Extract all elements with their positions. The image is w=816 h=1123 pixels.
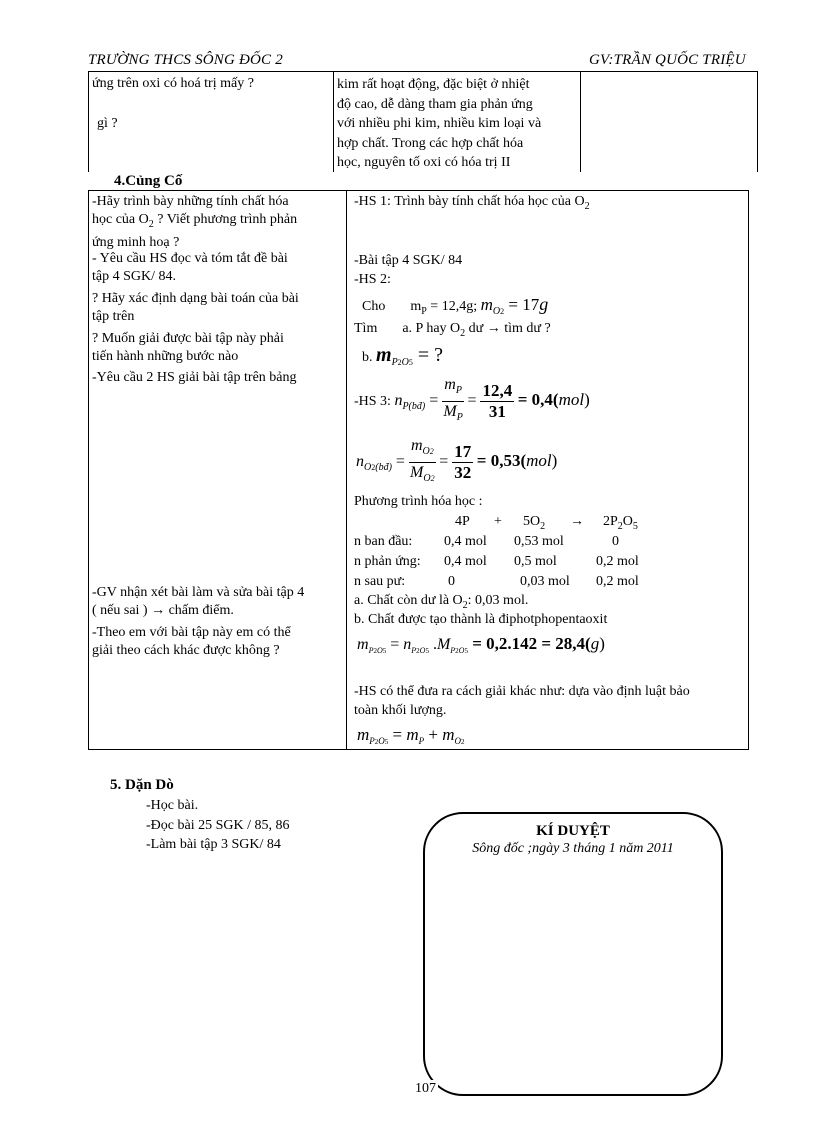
denominator <box>409 463 436 489</box>
dot: . <box>428 636 437 653</box>
M-sub: 2 <box>455 646 459 655</box>
result-value: = 0,4( <box>517 390 559 409</box>
given-m: m <box>480 295 493 314</box>
instruction-board: -Yêu cầu 2 HS giải bài tập trên bảng <box>92 370 297 385</box>
question-properties <box>92 193 340 252</box>
question-steps <box>92 330 284 366</box>
numerator: 17 <box>454 442 472 462</box>
main-table-divider <box>346 190 347 750</box>
equation-title: Phương trình hóa học : <box>354 494 483 509</box>
eq-sign: = <box>439 453 453 470</box>
q6-text: chấm điểm. <box>165 603 234 618</box>
find-b-sub: 5 <box>408 357 413 367</box>
m-sub: 2 <box>373 646 377 655</box>
q3-line: ? Hãy xác định dạng bài toán của bài <box>92 291 299 306</box>
n-sub: 5 <box>425 646 429 655</box>
fraction-values <box>480 381 514 422</box>
n-sub: O <box>419 645 426 655</box>
m-sub: P <box>369 735 375 746</box>
m-sub: O <box>378 735 385 746</box>
row-value: 0,03 mol <box>520 574 570 589</box>
top-left-line2: gì ? <box>97 116 118 131</box>
row-value: 0,53 mol <box>514 534 564 549</box>
q7-line: -Theo em với bài tập này em có thể <box>92 625 291 640</box>
row-label: n ban đầu: <box>354 534 413 549</box>
top-table-border-mid2 <box>580 72 581 172</box>
denominator: 32 <box>454 463 472 483</box>
find-b-m: m <box>376 344 392 366</box>
header-rule <box>88 71 758 72</box>
homework-list <box>146 796 290 855</box>
section4-title: 4.Củng Cố <box>114 173 183 189</box>
find-b-label: b. <box>362 350 376 365</box>
arrow-icon: → <box>486 321 501 336</box>
conservation-formula <box>357 722 465 755</box>
formula-text: O <box>622 514 633 529</box>
eq-sign: = <box>391 453 409 470</box>
school-name: TRƯỜNG THCS SÔNG ĐỐC 2 <box>88 52 283 68</box>
homework-item: -Học bài. <box>146 798 199 813</box>
given-label: Cho <box>362 299 386 314</box>
answer-b: b. Chất được tạo thành là điphotphopentaoxit <box>354 612 608 627</box>
question-read <box>92 250 288 286</box>
find-b-sub: P <box>391 356 398 368</box>
M-sub: 5 <box>464 646 468 655</box>
row-label: n sau pư: <box>354 574 406 589</box>
q6-text: ( nếu sai ) <box>92 603 152 618</box>
eq-sign: = <box>388 725 407 744</box>
find-text: dư <box>465 321 487 336</box>
q2-line: tập 4 SGK/ 84. <box>92 269 176 284</box>
M-symbol: M <box>436 636 451 653</box>
n-sub: P <box>411 645 417 655</box>
formula-sub: 5 <box>632 520 638 532</box>
m-sub: 5 <box>382 646 387 655</box>
mass-calculation: $m_{P2O5} = n_{P2O5}$ $.M_{P2O5} = 0,2.142 = 28,4(g)$ <box>357 634 605 655</box>
q2-line: - Yêu cầu HS đọc và tóm tắt đề bài <box>92 251 288 266</box>
unit: mol <box>558 390 585 409</box>
paren: ) <box>584 390 590 409</box>
top-middle-text <box>337 75 541 173</box>
q1-text: học của O <box>92 212 149 227</box>
q7-line: giải theo cách khác được không ? <box>92 643 280 658</box>
fraction-m-over-M <box>442 375 464 428</box>
eq-sign: = <box>386 636 404 653</box>
M-sub: O <box>423 473 431 485</box>
find-line <box>354 320 551 343</box>
M-symbol: M <box>443 403 457 421</box>
row-value: 0,5 mol <box>514 554 557 569</box>
find-b <box>362 342 443 376</box>
q1-line <box>92 211 340 234</box>
q1-text: ? Viết phương trình phản <box>153 212 298 227</box>
arrow-icon: → <box>570 514 584 529</box>
row-value: 0,4 mol <box>444 534 487 549</box>
plus-sign: + <box>424 725 443 744</box>
section5-title: 5. Dặn Dò <box>110 777 174 793</box>
alternative-line1: -HS có thể đưa ra cách giải khác như: dựa vào định luật bảo <box>354 684 690 699</box>
question-alternative <box>92 624 291 660</box>
denominator <box>442 402 464 428</box>
q4-line: tiến hành những bước nào <box>92 349 239 364</box>
row-value: 0,2 mol <box>596 574 639 589</box>
M-sub: O <box>458 645 465 655</box>
homework-item: -Đọc bài 25 SGK / 85, 86 <box>146 817 290 833</box>
M-sub: P <box>456 412 463 424</box>
no2-formula <box>356 436 557 486</box>
given-mp: m <box>410 299 422 314</box>
m-sub: O <box>376 645 383 655</box>
m-sub: O <box>422 446 430 458</box>
find-text: tìm dư ? <box>500 321 551 336</box>
M-sub: P <box>450 645 456 655</box>
top-middle-line: hợp chất. Trong các hợp chất hóa <box>337 135 524 151</box>
product-p2o5 <box>603 513 638 536</box>
hs1-answer <box>354 193 590 216</box>
numerator: 12,4 <box>482 381 513 401</box>
top-middle-line: độ cao, dễ dàng tham gia phản ứng <box>337 96 533 112</box>
q6-line <box>92 602 304 620</box>
answer-a-text: a. Chất còn dư là O <box>354 593 463 608</box>
find-b-sub: O <box>401 356 409 368</box>
find-sub: 2 <box>460 327 466 339</box>
row-value: 0 <box>612 534 619 549</box>
n-sub: O <box>364 461 372 473</box>
M-sub: 2 <box>430 474 435 484</box>
numerator <box>442 375 464 402</box>
top-table-border-mid1 <box>333 72 334 172</box>
hs1-text: -HS 1: Trình bày tính chất hóa học của O <box>354 194 585 209</box>
formula-sub: 2 <box>540 520 546 532</box>
fraction-values <box>452 442 473 483</box>
unit: mol <box>526 451 552 470</box>
given-sub: O <box>492 305 501 317</box>
m-symbol: m <box>444 376 456 394</box>
given-value: = 12,4g; <box>426 299 481 314</box>
given-value: = 17 <box>504 295 540 314</box>
eq-sign: = <box>467 392 481 409</box>
given-sub: P <box>421 305 427 317</box>
n-symbol: n <box>356 453 364 470</box>
q1-line: ứng minh hoạ ? <box>92 234 180 250</box>
n-sub: P(bđ) <box>402 400 426 412</box>
m-symbol: m <box>410 437 423 455</box>
top-middle-line: kim rất hoạt động, đặc biệt ở nhiệt <box>337 77 530 92</box>
result-value: = 0,2.142 = 28,4( <box>467 634 591 653</box>
approval-date: Sông đốc ;ngày 3 tháng 1 năm 2011 <box>472 841 674 856</box>
find-b-eq: = ? <box>412 344 444 366</box>
hs1-sub: 2 <box>584 200 590 212</box>
answer-a-sub: 2 <box>462 599 468 611</box>
m-sub: P <box>418 735 425 746</box>
approval-title: KÍ DUYỆT <box>536 823 610 839</box>
hs2-label: -HS 2: <box>354 272 391 287</box>
top-table-border-left <box>88 72 89 172</box>
formula-sub: 2 <box>617 520 623 532</box>
answer-a-text: : 0,03 mol. <box>467 593 529 608</box>
n-sub: 2 <box>371 462 376 472</box>
arrow-icon: → <box>151 603 166 618</box>
m-sub: P <box>455 385 462 397</box>
hs3-label: -HS 3: <box>354 394 395 409</box>
q1-sub: 2 <box>148 218 154 230</box>
formula-text: 5O <box>523 514 541 529</box>
main-table-top <box>88 190 748 191</box>
m-sub: 5 <box>384 737 389 746</box>
n-sub: (bđ) <box>375 461 392 473</box>
find-b-sub: 2 <box>397 357 402 367</box>
main-table-right <box>748 190 749 750</box>
m-sub: O <box>454 735 462 746</box>
exercise-ref: -Bài tập 4 SGK/ 84 <box>354 253 463 268</box>
paren: ) <box>551 451 558 470</box>
n-symbol: n <box>403 636 412 653</box>
alternative-line2: toàn khối lượng. <box>354 703 447 718</box>
teacher-name: GV:TRẦN QUỐC TRIỆU <box>589 52 746 68</box>
main-table-left <box>88 190 89 750</box>
plus-sign: + <box>494 514 502 529</box>
q3-line: tập trên <box>92 309 135 324</box>
n-sub: 2 <box>416 646 420 655</box>
M-symbol: M <box>410 464 424 482</box>
result-value: = 0,53( <box>476 451 527 470</box>
reactant-p: 4P <box>455 514 470 529</box>
question-type <box>92 290 299 326</box>
denominator: 31 <box>488 402 506 422</box>
q6-line: -GV nhận xét bài làm và sửa bài tập 4 <box>92 585 305 600</box>
m-sub: P <box>368 645 374 655</box>
top-table-border-right <box>757 72 758 172</box>
m-symbol: m <box>406 725 419 744</box>
formula-text: 2P <box>603 514 618 529</box>
m-sub: 2 <box>429 447 434 457</box>
m-sub: 2 <box>461 737 465 746</box>
m-symbol: m <box>442 725 455 744</box>
unit: g <box>590 634 600 653</box>
page-number: 107 <box>415 1081 436 1096</box>
q4-line: ? Muốn giải được bài tập này phải <box>92 331 284 346</box>
row-label: n phản ứng: <box>354 554 421 569</box>
given-sub: 2 <box>500 306 505 316</box>
m-symbol: m <box>357 636 369 653</box>
row-value: 0 <box>448 574 455 589</box>
m-sub: 2 <box>374 737 379 746</box>
top-middle-line: với nhiều phi kim, nhiều kim loại và <box>337 116 542 131</box>
numerator <box>409 436 436 463</box>
hs3-formula <box>354 375 590 425</box>
given-unit: g <box>539 294 549 314</box>
m-symbol: m <box>357 725 370 744</box>
q1-line: -Hãy trình bày những tính chất hóa <box>92 194 289 209</box>
fraction-m-over-M <box>409 436 436 489</box>
find-text: a. P hay O <box>402 321 461 336</box>
top-middle-line: học, nguyên tố oxi có hóa trị II <box>337 155 511 170</box>
teacher-review <box>92 584 304 620</box>
top-left-line1: ứng trên oxi có hoá trị mấy ? <box>92 76 254 91</box>
find-label: Tìm <box>354 321 378 336</box>
row-value: 0,2 mol <box>596 554 639 569</box>
eq-sign: = <box>425 392 443 409</box>
given-data <box>362 293 548 323</box>
row-value: 0,4 mol <box>444 554 487 569</box>
homework-item: -Làm bài tập 3 SGK/ 84 <box>146 837 281 852</box>
n-symbol: n <box>394 392 403 409</box>
